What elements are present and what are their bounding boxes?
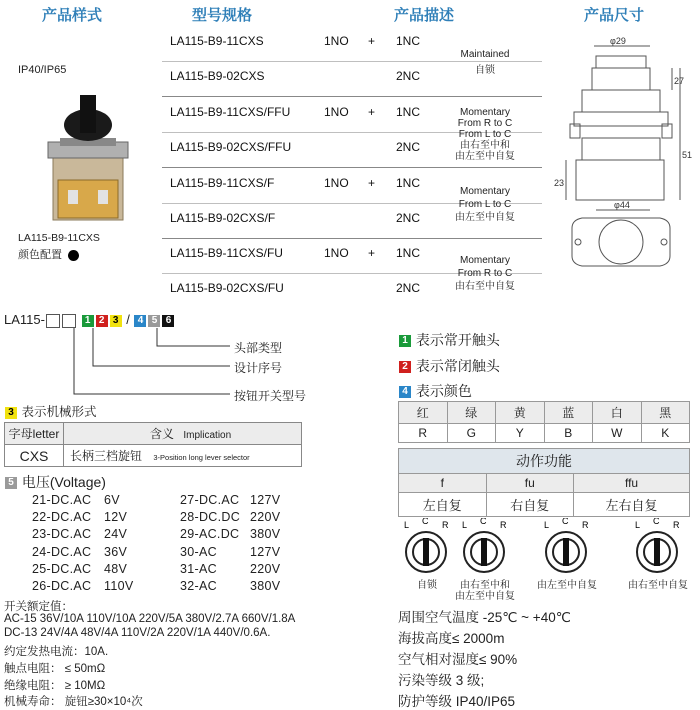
mech-col1: 字母letter [5,423,64,445]
env-alt: 海拔高度≤ 2000m [398,631,505,646]
color-en-row [399,424,690,443]
knob-position-label: C [480,518,487,526]
model-no: 1NO [324,176,349,190]
knob-lever [563,538,569,566]
desc-line: Momentary [459,186,510,197]
knob-lever [423,538,429,566]
desc-line: 由右至中和 [460,140,510,151]
code-6: 6 [162,315,174,327]
desc-line: Momentary [459,107,510,118]
function-table [398,448,690,517]
spec-rating-title: 开关额定值： [4,601,73,613]
voltage-cell: 21-DC.AC [32,493,92,507]
voltage-cell: 48V [104,561,128,576]
model-name: LA115-B9-02CXS [170,69,265,83]
desc-line: From R to C [457,118,513,129]
header-size: 产品尺寸 [584,7,645,24]
knob-position-label: R [673,520,680,530]
color-en: K [641,424,690,443]
dim-bottom: φ44 [614,200,630,210]
model-name: LA115-B9-02CXS/FFU [170,140,292,154]
desc-momentary-left [448,185,522,224]
voltage-cell: 30-AC [180,544,217,559]
desc-line: 由右至中自复 [455,281,515,292]
spec-insul: 绝缘电阻： ≥ 10MΩ [4,680,106,692]
color-en: W [593,424,642,443]
code-prefix: LA115- [4,312,45,327]
color-cn: 绿 [447,402,496,424]
model-name: LA115-B9-02CXS/F [170,211,276,225]
voltage-title-text: 电压(Voltage) [21,474,106,490]
desc-line: 自锁 [475,65,495,76]
knob-position-label: L [635,520,641,530]
spec-heat: 约定发热电流：10A. [4,646,109,658]
model-plus: + [368,34,376,48]
voltage-cell: 23-DC.AC [32,527,92,542]
model-nc: 1NC [396,176,421,190]
mech-title-text: 表示机械形式 [21,405,97,419]
desc-line: 由左至中自复 [455,151,515,162]
color-table [398,401,690,443]
voltage-cell: 32-AC [180,579,217,593]
voltage-cell: 26-DC.AC [32,579,92,593]
desc-line: From L to C [458,129,512,140]
switch-icon-label: 由左至中自复 [537,580,597,591]
product-photo [28,80,138,230]
voltage-title [4,472,106,492]
color-en: Y [496,424,545,443]
switch-knob-icon [542,518,592,578]
code-3: 3 [110,315,122,327]
mech-table [4,422,302,467]
model-nc: 2NC [396,69,421,83]
code-label-model: 按钮开关型号 [234,389,307,403]
voltage-cell: 220V [250,510,281,525]
dimension-drawing [552,34,692,270]
model-no: 1NO [324,246,349,260]
model-nc: 1NC [396,34,421,48]
dim-h1: 27 [674,76,685,86]
function-name: 左右自复 [574,493,690,517]
model-plus: + [368,246,376,260]
function-name-row [399,493,690,517]
voltage-cell: 28-DC.DC [180,510,241,525]
voltage-cell: 24-DC.AC [32,544,92,559]
dim-top: φ29 [610,36,626,46]
color-cn: 红 [399,402,448,424]
voltage-cell: 110V [104,579,134,593]
mech-marker: 3 [5,407,17,419]
knob-lever [481,538,487,566]
product-color-config [18,246,79,262]
legend-nc-text: 表示常闭触头 [415,358,500,374]
spec-dc13: DC-13 24V/4A 48V/4A 110V/2A 220V/1A 440V/0.6A. [4,627,271,639]
model-name: LA115-B9-11CXS [170,34,264,48]
legend-nc [398,356,500,376]
mech-meaning-en: 3-Position long lever selector [153,453,250,462]
color-cn: 黄 [496,402,545,424]
voltage-cell: 127V [250,493,281,507]
dim-h2: 51 [682,150,692,160]
model-nc: 1NC [396,246,421,260]
color-cn: 黑 [641,402,690,424]
knob-position-label: R [582,520,589,530]
voltage-cell: 380V [250,579,281,593]
desc-line: From R to C [457,268,513,279]
env-temp: 周围空气温度 -25℃ ~ +40℃ [398,610,571,625]
mech-code: CXS [5,445,64,467]
voltage-marker: 5 [5,477,17,489]
model-nc: 2NC [396,281,421,295]
model-plus: + [368,176,376,190]
function-code: f [399,474,487,493]
function-name: 右自复 [486,493,574,517]
model-name: LA115-B9-11CXS/FFU [170,105,291,119]
function-name: 左自复 [399,493,487,517]
legend-color-text: 表示颜色 [415,383,472,399]
function-code-row [399,474,690,493]
header-desc: 产品描述 [394,7,455,24]
spec-contact: 触点电阻： ≤ 50mΩ [4,663,106,675]
voltage-cell: 31-AC [180,561,217,576]
color-cn: 白 [593,402,642,424]
voltage-cell: 220V [250,561,281,576]
legend-color-marker: 4 [399,386,411,398]
header-model: 型号规格 [192,7,253,24]
legend-no-text: 表示常开触头 [415,332,500,348]
desc-maintained [450,49,520,76]
mech-title [4,402,97,420]
voltage-cell: 25-DC.AC [32,561,92,576]
knob-position-label: L [544,520,550,530]
dim-h3: 23 [554,178,565,188]
legend-no [398,330,500,350]
spec-ac15: AC-15 36V/10A 110V/10A 220V/5A 380V/2.7A 660V/1.8A [4,613,296,625]
color-cn-row [399,402,690,424]
color-en: G [447,424,496,443]
model-nc: 1NC [396,105,421,119]
code-label-head: 头部类型 [234,341,283,355]
voltage-cell: 6V [104,493,120,507]
desc-momentary-right [448,254,522,293]
voltage-cell: 380V [250,527,281,542]
function-code: fu [486,474,574,493]
switch-icon-label: 自锁 [417,580,437,591]
mech-meaning: 长柄三档旋钮 [70,449,143,463]
desc-line: 由左至中自复 [455,212,515,223]
model-no: 1NO [324,105,349,119]
color-en: R [399,424,448,443]
switch-knob-icon [460,518,510,578]
voltage-cell: 24V [104,527,128,542]
desc-momentary-both [448,107,522,162]
knob-position-label: L [404,520,410,530]
switch-knob-icon [633,518,683,578]
env-prot: 防护等级 IP40/IP65 [398,694,516,709]
black-dot-icon [68,250,79,261]
product-ip-rating: IP40/IP65 [18,64,67,76]
desc-line: Maintained [460,49,510,60]
code-1: 1 [82,315,94,327]
model-nc: 2NC [396,211,421,225]
mech-col2 [64,423,302,445]
legend-color [398,381,472,401]
switch-icon-label: 由右至中自复 [628,580,688,591]
voltage-cell: 127V [250,544,281,559]
code-slash: / [126,312,130,327]
function-title: 动作功能 [399,449,690,474]
knob-position-label: C [562,518,569,526]
voltage-cell: 29-AC.DC [180,527,240,542]
desc-line: From L to C [458,199,512,210]
knob-position-label: R [500,520,507,530]
header-style: 产品样式 [42,7,103,24]
legend-nc-marker: 2 [399,361,411,373]
code-4: 4 [134,315,146,327]
env-poll: 污染等级 3 级; [398,673,485,688]
color-config-label: 颜色配置 [18,249,62,261]
function-code: ffu [574,474,690,493]
group-divider [162,167,542,168]
voltage-cell: 12V [104,510,128,525]
knob-lever [654,538,660,566]
spec-life: 机械寿命： 旋钮≥30×10⁴次 [4,696,143,708]
knob-position-label: C [422,518,429,526]
mech-col2a: 含义 [150,427,175,441]
voltage-cell: 22-DC.AC [32,510,92,525]
model-name: LA115-B9-11CXS/F [170,176,275,190]
code-5: 5 [148,315,160,327]
voltage-cell: 36V [104,544,128,559]
knob-position-label: C [653,518,660,526]
legend-no-marker: 1 [399,335,411,347]
desc-line: Momentary [459,255,510,266]
code-2: 2 [96,315,108,327]
model-nc: 2NC [396,140,421,154]
color-cn: 蓝 [544,402,593,424]
product-model: LA115-B9-11CXS [18,232,100,244]
model-name: LA115-B9-11CXS/FU [170,246,283,260]
group-divider [162,96,542,97]
mech-col2b: Implication [183,430,232,441]
model-name: LA115-B9-02CXS/FU [170,281,284,295]
knob-position-label: L [462,520,468,530]
model-no: 1NO [324,34,349,48]
knob-position-label: R [442,520,449,530]
switch-icon-label: 由右至中和 由左至中自复 [455,580,515,602]
color-en: B [544,424,593,443]
model-plus: + [368,105,376,119]
switch-knob-icon [402,518,452,578]
group-divider [162,238,542,239]
env-hum: 空气相对湿度≤ 90% [398,652,518,667]
voltage-cell: 27-DC.AC [180,493,240,507]
mech-meaning-cell [64,445,302,467]
code-label-design: 设计序号 [234,361,283,375]
